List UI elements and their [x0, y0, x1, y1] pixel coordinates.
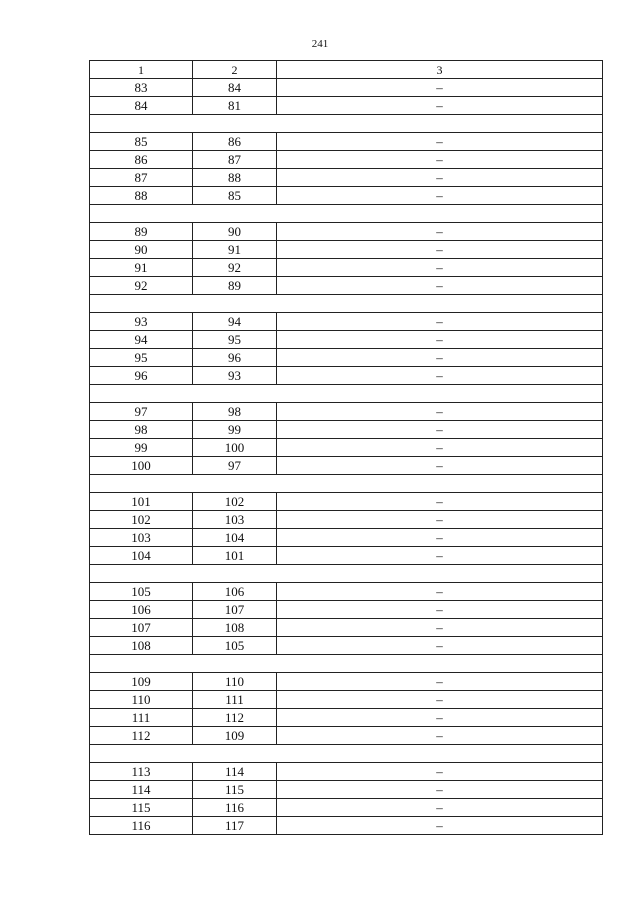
table-cell: 85 — [90, 133, 193, 151]
table-row — [90, 493, 603, 511]
group-separator — [90, 385, 603, 403]
table-cell: 99 — [193, 421, 277, 439]
table-cell: 100 — [90, 457, 193, 475]
table-row — [90, 457, 603, 475]
group-separator-row — [90, 565, 603, 583]
table-cell: – — [277, 151, 603, 169]
table-cell: – — [277, 367, 603, 385]
table-cell: – — [277, 727, 603, 745]
table-cell: – — [277, 241, 603, 259]
table-row — [90, 601, 603, 619]
table-cell: – — [277, 223, 603, 241]
table-cell: 89 — [90, 223, 193, 241]
table-cell: 111 — [193, 691, 277, 709]
table-cell: 114 — [90, 781, 193, 799]
table-row — [90, 673, 603, 691]
group-separator-row — [90, 295, 603, 313]
column-header: 3 — [277, 61, 603, 79]
table-cell: 95 — [90, 349, 193, 367]
table-cell: 91 — [90, 259, 193, 277]
table-cell: – — [277, 709, 603, 727]
table-row — [90, 241, 603, 259]
table-cell: – — [277, 601, 603, 619]
table-cell: 100 — [193, 439, 277, 457]
table-cell: – — [277, 97, 603, 115]
table-row — [90, 421, 603, 439]
table-cell: 87 — [193, 151, 277, 169]
table-cell: – — [277, 691, 603, 709]
table-cell: 96 — [193, 349, 277, 367]
table-row — [90, 799, 603, 817]
column-header: 1 — [90, 61, 193, 79]
group-separator — [90, 745, 603, 763]
table-cell: 108 — [90, 637, 193, 655]
column-header: 2 — [193, 61, 277, 79]
table-row — [90, 529, 603, 547]
table-cell: 97 — [193, 457, 277, 475]
table-cell: 86 — [193, 133, 277, 151]
table-cell: 106 — [90, 601, 193, 619]
table-cell: 89 — [193, 277, 277, 295]
table-cell: 116 — [193, 799, 277, 817]
table-row — [90, 187, 603, 205]
table-cell: 115 — [193, 781, 277, 799]
table-cell: 107 — [193, 601, 277, 619]
group-separator-row — [90, 655, 603, 673]
table-cell: 115 — [90, 799, 193, 817]
table-cell: 83 — [90, 79, 193, 97]
table-row — [90, 331, 603, 349]
table-cell: 92 — [193, 259, 277, 277]
table-cell: 101 — [90, 493, 193, 511]
table-cell: 117 — [193, 817, 277, 835]
table-row — [90, 763, 603, 781]
table-cell: 84 — [193, 79, 277, 97]
group-separator — [90, 295, 603, 313]
table-row — [90, 277, 603, 295]
table-cell: 99 — [90, 439, 193, 457]
table-cell: 87 — [90, 169, 193, 187]
table-cell: – — [277, 403, 603, 421]
table-cell: 90 — [193, 223, 277, 241]
table-cell: 110 — [193, 673, 277, 691]
table-row — [90, 403, 603, 421]
table-cell: 114 — [193, 763, 277, 781]
table-cell: – — [277, 277, 603, 295]
table-cell: 108 — [193, 619, 277, 637]
table-cell: – — [277, 79, 603, 97]
table-cell: 109 — [193, 727, 277, 745]
table-cell: 116 — [90, 817, 193, 835]
table-row — [90, 133, 603, 151]
table-cell: – — [277, 817, 603, 835]
table-cell: – — [277, 493, 603, 511]
table-cell: 88 — [193, 169, 277, 187]
table-cell: – — [277, 331, 603, 349]
table-cell: 91 — [193, 241, 277, 259]
table-cell: – — [277, 781, 603, 799]
table-cell: 110 — [90, 691, 193, 709]
table-cell: 88 — [90, 187, 193, 205]
group-separator — [90, 205, 603, 223]
group-separator-row — [90, 385, 603, 403]
table-row — [90, 637, 603, 655]
table-row — [90, 691, 603, 709]
table-cell: 98 — [193, 403, 277, 421]
table-row — [90, 79, 603, 97]
table-cell: 85 — [193, 187, 277, 205]
table-cell: – — [277, 529, 603, 547]
table-body — [90, 61, 603, 835]
table-cell: – — [277, 547, 603, 565]
table-row — [90, 781, 603, 799]
table-cell: 84 — [90, 97, 193, 115]
table-cell: 93 — [193, 367, 277, 385]
table-row — [90, 151, 603, 169]
group-separator — [90, 115, 603, 133]
table-row — [90, 619, 603, 637]
table-cell: 97 — [90, 403, 193, 421]
table-row — [90, 511, 603, 529]
data-table-container — [89, 60, 602, 835]
group-separator — [90, 655, 603, 673]
table-row — [90, 97, 603, 115]
table-cell: 109 — [90, 673, 193, 691]
table-cell: 95 — [193, 331, 277, 349]
table-row — [90, 349, 603, 367]
table-cell: – — [277, 763, 603, 781]
table-cell: – — [277, 313, 603, 331]
table-cell: – — [277, 421, 603, 439]
table-cell: – — [277, 457, 603, 475]
group-separator-row — [90, 475, 603, 493]
table-cell: 112 — [193, 709, 277, 727]
page-number: 241 — [311, 38, 329, 50]
group-separator — [90, 475, 603, 493]
table-cell: 96 — [90, 367, 193, 385]
table-cell: – — [277, 133, 603, 151]
table-row — [90, 439, 603, 457]
table-row — [90, 709, 603, 727]
table-header-row — [90, 61, 603, 79]
table-cell: – — [277, 439, 603, 457]
table-cell: 81 — [193, 97, 277, 115]
table-cell: – — [277, 583, 603, 601]
group-separator-row — [90, 115, 603, 133]
table-cell: – — [277, 799, 603, 817]
table-row — [90, 583, 603, 601]
table-cell: 101 — [193, 547, 277, 565]
group-separator-row — [90, 205, 603, 223]
table-cell: – — [277, 673, 603, 691]
table-cell: – — [277, 349, 603, 367]
table-cell: 102 — [90, 511, 193, 529]
table-cell: 107 — [90, 619, 193, 637]
group-separator-row — [90, 745, 603, 763]
table-cell: 98 — [90, 421, 193, 439]
table-cell: 93 — [90, 313, 193, 331]
table-cell: 112 — [90, 727, 193, 745]
data-table — [89, 60, 603, 835]
table-cell: 103 — [90, 529, 193, 547]
table-cell: 102 — [193, 493, 277, 511]
table-row — [90, 547, 603, 565]
table-cell: – — [277, 169, 603, 187]
table-cell: – — [277, 619, 603, 637]
table-cell: 94 — [193, 313, 277, 331]
table-cell: 105 — [90, 583, 193, 601]
table-row — [90, 223, 603, 241]
table-cell: 106 — [193, 583, 277, 601]
table-row — [90, 727, 603, 745]
table-cell: – — [277, 187, 603, 205]
table-cell: 94 — [90, 331, 193, 349]
table-cell: 111 — [90, 709, 193, 727]
group-separator — [90, 565, 603, 583]
table-cell: 92 — [90, 277, 193, 295]
table-row — [90, 169, 603, 187]
table-row — [90, 367, 603, 385]
table-row — [90, 259, 603, 277]
table-cell: – — [277, 511, 603, 529]
table-cell: – — [277, 259, 603, 277]
table-cell: 104 — [90, 547, 193, 565]
table-cell: 103 — [193, 511, 277, 529]
table-cell: 86 — [90, 151, 193, 169]
table-cell: 90 — [90, 241, 193, 259]
table-cell: 113 — [90, 763, 193, 781]
table-cell: 105 — [193, 637, 277, 655]
table-cell: – — [277, 637, 603, 655]
table-row — [90, 817, 603, 835]
table-row — [90, 313, 603, 331]
table-cell: 104 — [193, 529, 277, 547]
